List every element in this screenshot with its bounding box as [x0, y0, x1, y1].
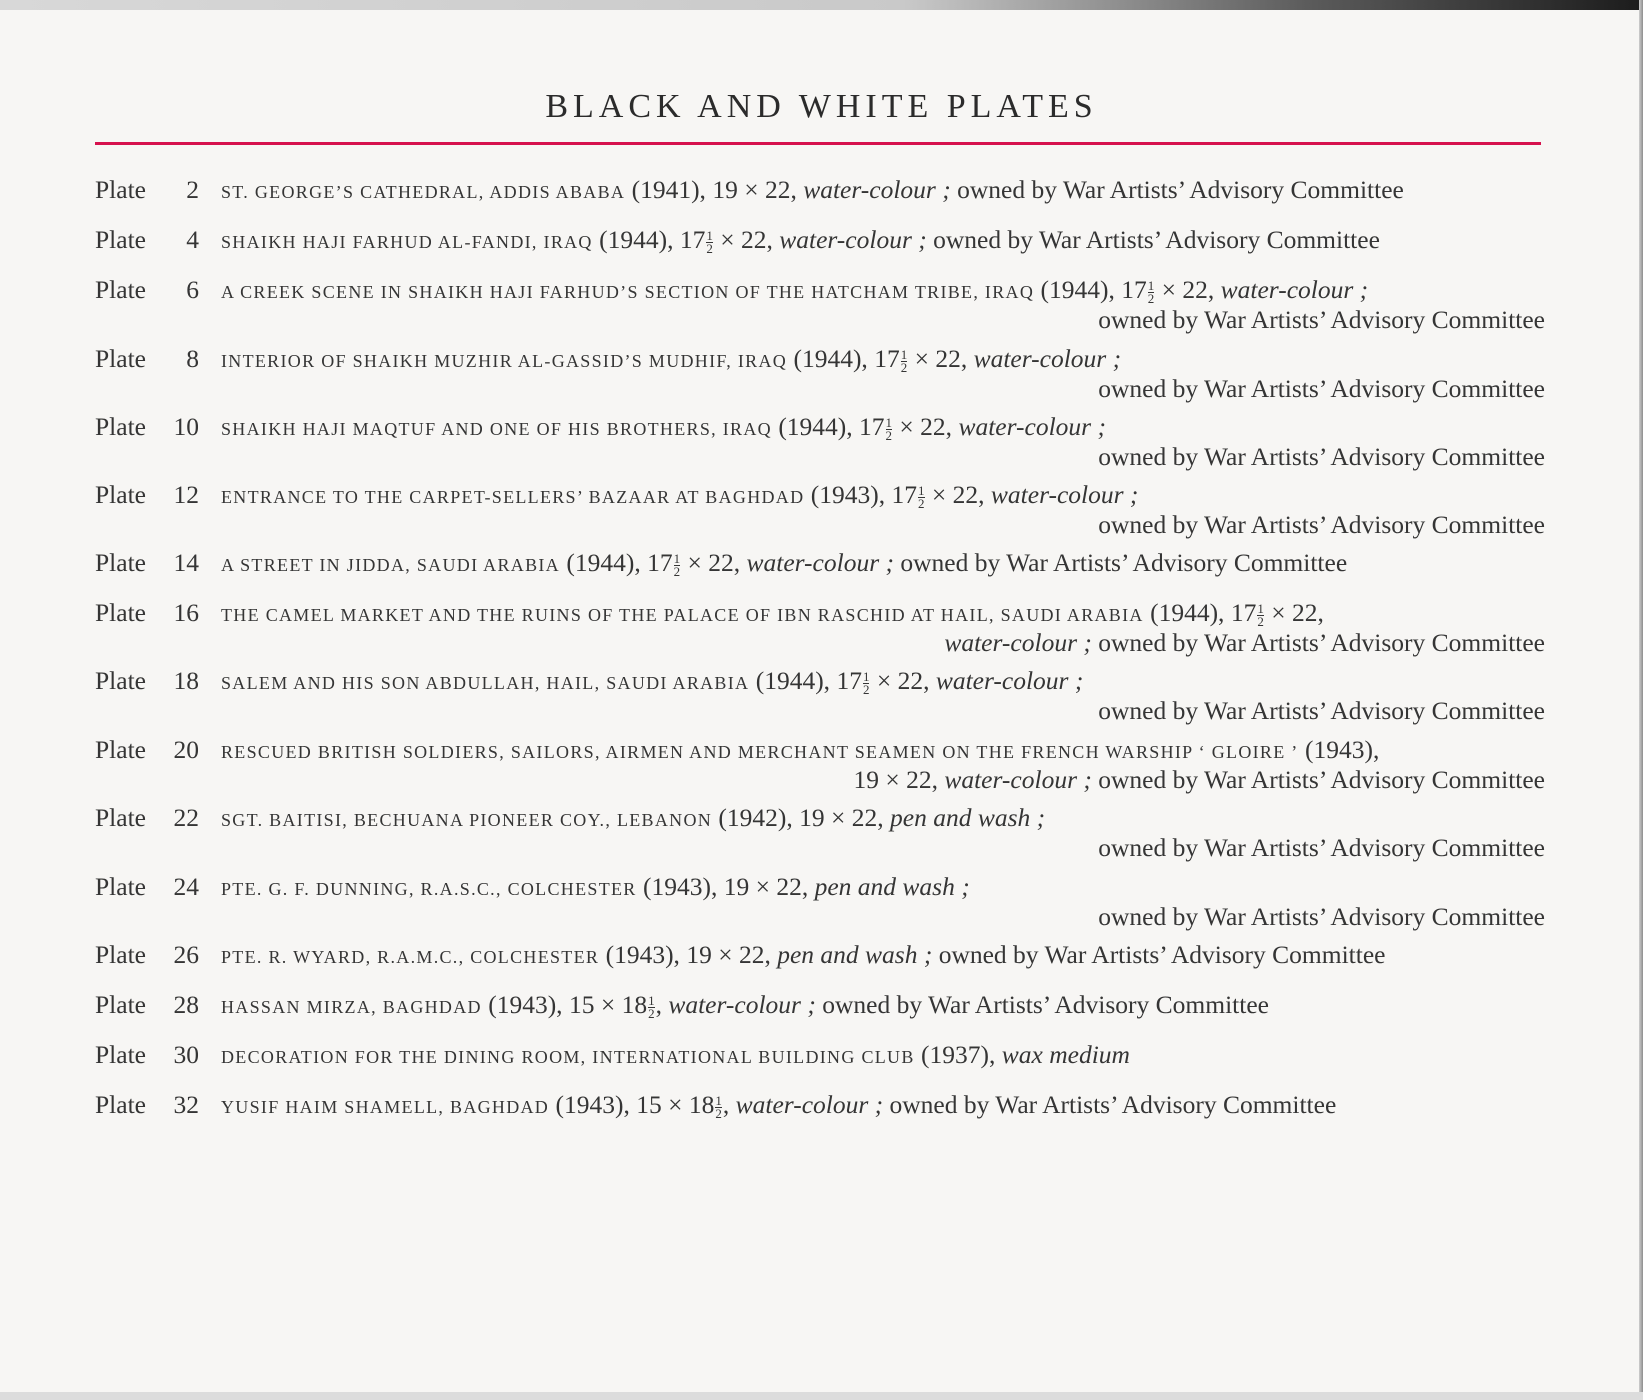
plate-size: 19	[712, 175, 738, 204]
plate-label-word: Plate	[95, 175, 146, 204]
plate-line	[221, 667, 1545, 697]
plate-entry	[95, 941, 1545, 971]
fraction-numerator: 1	[706, 227, 713, 243]
fraction-numerator: 1	[648, 992, 655, 1008]
plate-subject: YUSIF HAIM SHAMELL, BAGHDAD	[221, 1097, 550, 1117]
plate-entry	[95, 345, 1545, 402]
plate-label-word: Plate	[95, 275, 146, 304]
plate-medium: water-colour ;	[935, 666, 1084, 695]
plate-size: 17	[891, 480, 918, 509]
plate-year: (1944),	[599, 225, 674, 254]
plate-subject: DECORATION FOR THE DINING ROOM, INTERNATIONAL BUILDING CLUB	[221, 1047, 915, 1067]
fraction-denominator: 2	[1257, 613, 1264, 629]
plate-line-continued	[221, 511, 1545, 538]
plate-line-continued	[221, 697, 1545, 724]
plate-subject: A CREEK SCENE IN SHAIKH HAJI FARHUD’S SECTION OF THE HATCHAM TRIBE, IRAQ	[221, 282, 1035, 302]
plate-owner: owned by War Artists’ Advisory Committee	[957, 175, 1404, 204]
plate-size: 19	[799, 803, 825, 832]
plate-label-word: Plate	[95, 666, 146, 695]
plate-year: (1941),	[631, 175, 706, 204]
title-rule	[95, 142, 1541, 145]
plate-number	[95, 1091, 199, 1121]
plate-medium: water-colour ;	[803, 175, 951, 204]
plate-owner: owned by War Artists’ Advisory Committee	[822, 990, 1269, 1019]
plate-medium: pen and wash ;	[890, 803, 1046, 832]
plate-number	[95, 667, 199, 724]
plate-owner: owned by War Artists’ Advisory Committee	[1098, 833, 1545, 862]
plate-line	[221, 941, 1545, 971]
plate-medium: water-colour ;	[958, 412, 1106, 441]
plate-owner: owned by War Artists’ Advisory Committee	[1098, 510, 1545, 539]
plate-line	[221, 345, 1545, 375]
size-fraction	[918, 482, 925, 511]
fraction-denominator: 2	[885, 427, 893, 443]
plate-label-word: Plate	[95, 990, 146, 1019]
plate-medium: water-colour ;	[944, 765, 1092, 794]
plate-line-continued	[221, 375, 1545, 402]
plate-label-word: Plate	[95, 344, 146, 373]
bottom-page-edge	[0, 1392, 1643, 1400]
plate-year: (1942),	[718, 803, 793, 832]
plate-subject: PTE. R. WYARD, R.A.M.C., COLCHESTER	[221, 947, 600, 967]
fraction-denominator: 2	[1147, 290, 1155, 306]
plate-line	[221, 481, 1545, 511]
plate-size-rest: × 22,	[737, 175, 797, 204]
plate-medium: water-colour ;	[779, 225, 927, 254]
plate-line	[221, 549, 1545, 579]
plate-year: (1944),	[1040, 275, 1115, 304]
plate-subject: RESCUED BRITISH SOLDIERS, SAILORS, AIRMEN AND MERCHANT SEAMEN ON THE FRENCH WARSHIP ‘ GLOIRE ’	[221, 742, 1299, 762]
plate-entry	[95, 226, 1545, 256]
size-fraction	[673, 550, 681, 579]
fraction-denominator: 2	[900, 359, 908, 375]
plate-line-continued	[221, 766, 1545, 793]
plate-size-rest: × 22,	[1155, 275, 1215, 304]
plate-year: (1937),	[921, 1040, 996, 1069]
plate-details	[221, 1041, 1545, 1071]
plate-number	[95, 873, 199, 930]
plate-line	[221, 1041, 1545, 1071]
plate-size: 19	[686, 940, 712, 969]
plate-year: (1944),	[778, 412, 853, 441]
plate-size-rest: × 22,	[749, 872, 809, 901]
plate-details	[221, 804, 1545, 861]
plate-details	[221, 226, 1545, 256]
plate-size: 19	[723, 872, 750, 901]
fraction-denominator: 2	[918, 495, 925, 511]
plate-label-word: Plate	[95, 548, 146, 577]
plate-size: 17	[679, 225, 706, 254]
plate-label-number: 2	[186, 175, 199, 204]
plate-owner: owned by War Artists’ Advisory Committee	[1098, 442, 1545, 471]
plate-details	[221, 667, 1545, 724]
plate-subject: SHAIKH HAJI FARHUD AL-FANDI, IRAQ	[221, 232, 593, 252]
size-fraction	[1147, 277, 1155, 306]
page-title: BLACK AND WHITE PLATES	[545, 88, 1098, 125]
plate-subject: INTERIOR OF SHAIKH MUZHIR AL-GASSID’S MUDHIF, IRAQ	[221, 351, 788, 371]
plate-subject: HASSAN MIRZA, BAGHDAD	[221, 997, 482, 1017]
fraction-denominator: 2	[715, 1105, 722, 1121]
plate-owner: owned by War Artists’ Advisory Committee	[1098, 628, 1545, 657]
plate-label-word: Plate	[95, 412, 146, 441]
plate-medium: pen and wash ;	[814, 872, 970, 901]
plate-line-continued	[221, 629, 1545, 656]
plate-subject: SHAIKH HAJI MAQTUF AND ONE OF HIS BROTHERS, IRAQ	[221, 419, 772, 439]
plate-entry	[95, 667, 1545, 724]
plate-size: 19 × 22,	[853, 765, 938, 794]
plate-line	[221, 873, 1545, 903]
plate-number	[95, 549, 199, 579]
plate-details	[221, 991, 1545, 1021]
fraction-numerator: 1	[1257, 600, 1264, 616]
plate-subject: ST. GEORGE’S CATHEDRAL, ADDIS ABABA	[221, 182, 626, 202]
plate-label-number: 24	[173, 872, 199, 901]
plate-year: (1944),	[793, 344, 868, 373]
plate-details	[221, 345, 1545, 402]
plate-size-rest: × 22,	[1264, 598, 1324, 627]
plate-details	[221, 941, 1545, 971]
plate-owner: owned by War Artists’ Advisory Committee	[938, 940, 1386, 969]
plate-year: (1943),	[555, 1090, 630, 1119]
fraction-denominator: 2	[673, 563, 681, 579]
fraction-numerator: 1	[862, 668, 870, 684]
plate-entry	[95, 873, 1545, 930]
plate-year: (1943),	[642, 872, 718, 901]
plate-details	[221, 413, 1545, 470]
plate-number	[95, 226, 199, 256]
plate-owner: owned by War Artists’ Advisory Committee	[1098, 765, 1545, 794]
top-page-shadow	[0, 0, 1643, 10]
plate-size-rest: × 22,	[711, 940, 771, 969]
plate-label-number: 12	[173, 480, 199, 509]
plate-size-rest: × 22,	[870, 666, 930, 695]
plate-owner: owned by War Artists’ Advisory Committee	[900, 548, 1348, 577]
plate-label-number: 6	[186, 275, 199, 304]
plate-year: (1944),	[1150, 598, 1225, 627]
plate-medium: pen and wash ;	[777, 940, 933, 969]
plate-details	[221, 549, 1545, 579]
size-fraction	[900, 346, 908, 375]
plate-line	[221, 1091, 1545, 1121]
plate-year: (1944),	[755, 666, 831, 695]
plate-line	[221, 599, 1545, 629]
plate-entry	[95, 413, 1545, 470]
plate-label-word: Plate	[95, 803, 146, 832]
plate-owner: owned by War Artists’ Advisory Committee	[1098, 696, 1545, 725]
plate-entry	[95, 276, 1545, 333]
plate-size-rest: × 22,	[925, 480, 985, 509]
plate-label-word: Plate	[95, 598, 146, 627]
plate-subject: SALEM AND HIS SON ABDULLAH, HAIL, SAUDI ARABIA	[221, 673, 750, 693]
plate-label-word: Plate	[95, 735, 146, 764]
fraction-numerator: 1	[900, 346, 908, 362]
plate-label-word: Plate	[95, 1090, 146, 1119]
plate-size-rest: ,	[722, 1090, 730, 1119]
plate-label-number: 14	[173, 548, 199, 577]
plate-number	[95, 991, 199, 1021]
fraction-numerator: 1	[918, 482, 925, 498]
plate-size-rest: ,	[655, 990, 662, 1019]
plate-size-rest: × 22,	[681, 548, 741, 577]
plate-size: 17	[1230, 598, 1257, 627]
plate-label-number: 28	[173, 990, 199, 1019]
size-fraction	[706, 227, 713, 256]
plate-details	[221, 1091, 1545, 1121]
plate-subject: ENTRANCE TO THE CARPET-SELLERS’ BAZAAR AT BAGHDAD	[221, 487, 805, 507]
plate-label-number: 16	[173, 598, 199, 627]
plate-owner: owned by War Artists’ Advisory Committee	[1098, 374, 1545, 403]
plate-line	[221, 226, 1545, 256]
plate-label-word: Plate	[95, 872, 146, 901]
plate-size-rest: × 22,	[713, 225, 773, 254]
plate-label-word: Plate	[95, 225, 146, 254]
plate-year: (1944),	[566, 548, 641, 577]
plate-owner: owned by War Artists’ Advisory Committee	[1098, 305, 1545, 334]
plate-number	[95, 941, 199, 971]
plate-size: 15 × 18	[636, 1090, 715, 1119]
plate-medium: water-colour ;	[668, 990, 816, 1019]
plate-label-number: 18	[173, 666, 199, 695]
size-fraction	[1257, 600, 1264, 629]
plate-details	[221, 736, 1545, 793]
plate-label-number: 10	[173, 412, 199, 441]
plate-number	[95, 276, 199, 333]
plate-details	[221, 176, 1545, 206]
size-fraction	[648, 992, 655, 1021]
fraction-numerator: 1	[673, 550, 681, 566]
plate-line-continued	[221, 306, 1545, 333]
plate-entry	[95, 991, 1545, 1021]
plate-size: 17	[1121, 275, 1147, 304]
plate-medium: water-colour ;	[973, 344, 1122, 373]
plate-number	[95, 599, 199, 656]
plate-details	[221, 873, 1545, 930]
plate-owner: owned by War Artists’ Advisory Committee	[889, 1090, 1337, 1119]
plate-label-number: 26	[173, 940, 199, 969]
plate-medium: water-colour ;	[1220, 275, 1369, 304]
plate-size-rest: × 22,	[893, 412, 953, 441]
plate-size: 17	[874, 344, 900, 373]
plate-line	[221, 991, 1545, 1021]
plate-number	[95, 1041, 199, 1071]
plate-medium: water-colour ;	[746, 548, 894, 577]
plate-year: (1943),	[1304, 735, 1380, 764]
fraction-numerator: 1	[885, 414, 893, 430]
plate-line	[221, 276, 1545, 306]
plate-details	[221, 276, 1545, 333]
plate-number	[95, 736, 199, 793]
plate-label-number: 20	[173, 735, 199, 764]
size-fraction	[862, 668, 870, 697]
plate-entry	[95, 549, 1545, 579]
plate-label-number: 8	[186, 344, 199, 373]
plate-label-number: 30	[173, 1040, 199, 1069]
plate-label-word: Plate	[95, 940, 146, 969]
plate-line	[221, 413, 1545, 443]
fraction-numerator: 1	[1147, 277, 1155, 293]
plate-subject: A STREET IN JIDDA, SAUDI ARABIA	[221, 555, 560, 575]
plate-owner: owned by War Artists’ Advisory Committee	[1098, 902, 1545, 931]
plate-number	[95, 345, 199, 402]
plate-medium: water-colour ;	[735, 1090, 884, 1119]
plate-medium: wax medium	[1001, 1040, 1130, 1069]
plate-number	[95, 413, 199, 470]
plate-entry	[95, 1041, 1545, 1071]
plate-subject: THE CAMEL MARKET AND THE RUINS OF THE PALACE OF IBN RASCHID AT HAIL, SAUDI ARABIA	[221, 605, 1144, 625]
plate-size-rest: × 22,	[908, 344, 968, 373]
plate-size: 17	[647, 548, 673, 577]
plate-size: 17	[836, 666, 862, 695]
plate-entry	[95, 804, 1545, 861]
plate-line-continued	[221, 443, 1545, 470]
plate-label-word: Plate	[95, 480, 146, 509]
size-fraction	[715, 1092, 722, 1121]
plate-number	[95, 804, 199, 861]
plate-number	[95, 176, 199, 206]
size-fraction	[885, 414, 893, 443]
plate-size-rest: × 22,	[824, 803, 884, 832]
plate-entry	[95, 599, 1545, 656]
plate-entry	[95, 736, 1545, 793]
fraction-denominator: 2	[648, 1005, 655, 1021]
plate-number	[95, 481, 199, 538]
plate-line	[221, 804, 1545, 834]
plate-entry	[95, 1091, 1545, 1121]
plate-size: 15 × 18	[568, 990, 648, 1019]
fraction-denominator: 2	[706, 240, 713, 256]
plate-details	[221, 599, 1545, 656]
plate-line	[221, 736, 1545, 766]
plate-line-continued	[221, 903, 1545, 930]
fraction-denominator: 2	[862, 681, 870, 697]
plate-year: (1943),	[605, 940, 680, 969]
plate-entry	[95, 481, 1545, 538]
plate-label-number: 4	[186, 225, 199, 254]
plate-details	[221, 481, 1545, 538]
plate-owner: owned by War Artists’ Advisory Committee	[933, 225, 1380, 254]
plate-line	[221, 176, 1545, 206]
plate-year: (1943),	[810, 480, 886, 509]
right-page-edge	[1639, 0, 1643, 1400]
plate-subject: SGT. BAITISI, BECHUANA PIONEER COY., LEBANON	[221, 810, 713, 830]
plate-medium: water-colour ;	[944, 628, 1092, 657]
plate-medium: water-colour ;	[990, 480, 1139, 509]
plate-subject: PTE. G. F. DUNNING, R.A.S.C., COLCHESTER	[221, 879, 637, 899]
plate-year: (1943),	[488, 990, 563, 1019]
plate-line-continued	[221, 834, 1545, 861]
plate-label-word: Plate	[95, 1040, 146, 1069]
plate-label-number: 22	[173, 803, 199, 832]
plate-label-number: 32	[173, 1090, 199, 1119]
fraction-numerator: 1	[715, 1092, 722, 1108]
plate-size: 17	[859, 412, 885, 441]
plate-entry	[95, 176, 1545, 206]
